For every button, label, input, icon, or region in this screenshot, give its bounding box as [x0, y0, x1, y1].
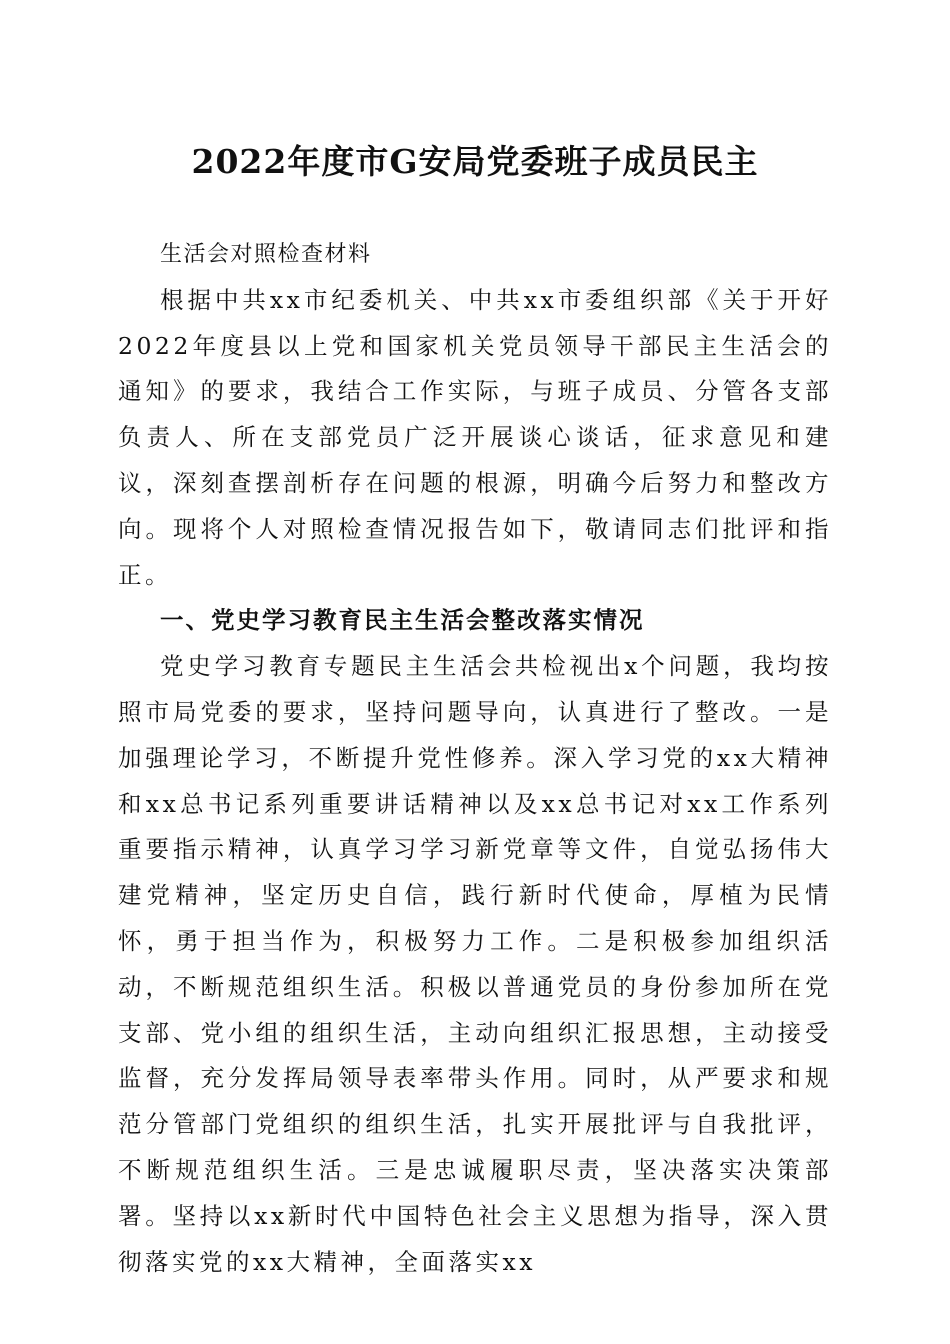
document-subtitle: 生活会对照检查材料	[160, 242, 372, 267]
section-paragraph: 党史学习教育专题民主生活会共检视出x个问题，我均按照市局党委的要求，坚持问题导向，认真进行了整改。一是加强理论学习，不断提升党性修养。深入学习党的xx大精神和xx总书记系列重要讲话精神以及xx总书记对xx工作系列重要指示精神，认真学习学习新党章等文件，自觉弘扬伟大建党精神，坚定历史自信，践行新时代使命，厚植为民情怀，勇于担当作为，积极努力工作。二是积极参加组织活动，不断规范组织生活。积极以普通党员的身份参加所在党支部、党小组的组织生活，主动向组织汇报思想，主动接受监督，充分发挥局领导表率带头作用。同时，从严要求和规范分管部门党组织的组织生活，扎实开展批评与自我批评，不断规范组织生活。三是忠诚履职尽责，坚决落实决策部署。坚持以xx新时代中国特色社会主义思想为指导，深入贯彻落实党的xx大精神，全面落实xx	[118, 652, 832, 1276]
document-title: 2022年度市G安局党委班子成员民主	[191, 142, 759, 181]
section-heading: 一、党史学习教育民主生活会整改落实情况	[160, 606, 645, 635]
intro-paragraph: 根据中共xx市纪委机关、中共xx市委组织部《关于开好2022年度县以上党和国家机关党员领导干部民主生活会的通知》的要求，我结合工作实际，与班子成员、分管各支部负责人、所在支部党员广泛开展谈心谈话，征求意见和建议，深刻查摆剖析存在问题的根源，明确今后努力和整改方向。现将个人对照检查情况报告如下，敬请同志们批评和指正。	[118, 285, 832, 589]
document-body	[118, 232, 832, 1285]
